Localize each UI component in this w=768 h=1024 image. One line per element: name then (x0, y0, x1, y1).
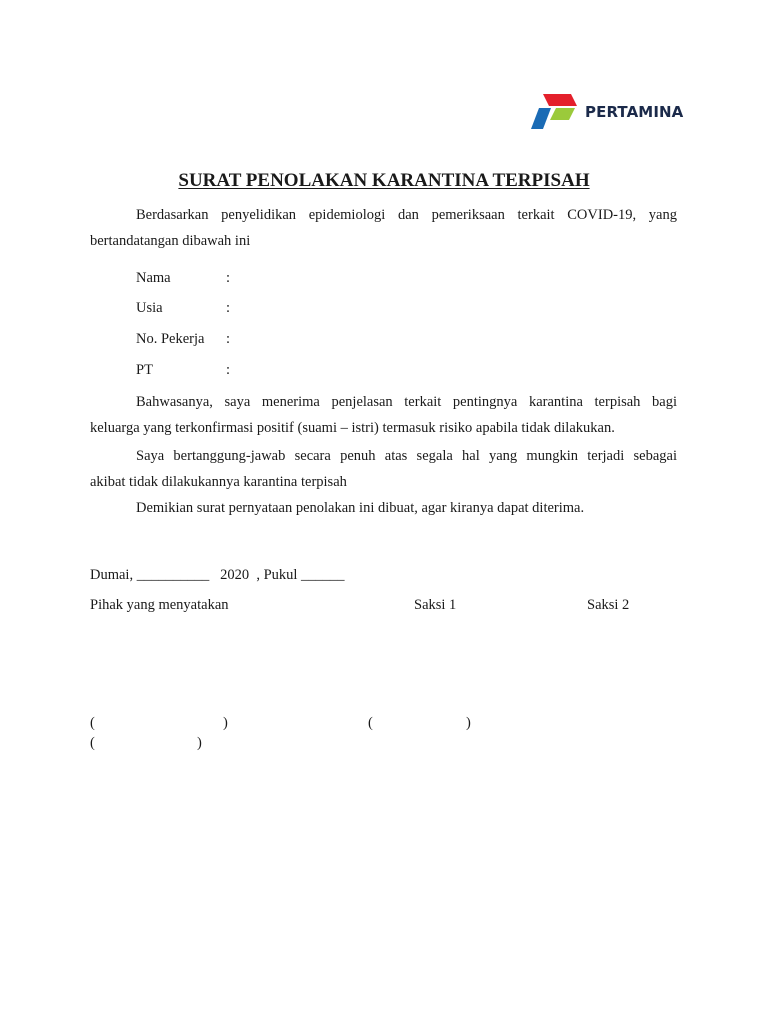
signature-bracket-open-saksi-1: ( (368, 715, 373, 731)
field-label-nama: Nama (136, 270, 171, 286)
field-colon-nama: : (226, 270, 231, 286)
field-colon-usia: : (226, 300, 231, 316)
field-label-usia: Usia (136, 300, 163, 316)
intro-paragraph (90, 202, 677, 254)
field-label-no-pekerja: No. Pekerja (136, 331, 205, 347)
pertamina-logo (530, 92, 684, 132)
pertamina-logo-icon (530, 92, 580, 132)
field-label-pt: PT (136, 362, 153, 378)
signature-bracket-close-saksi-1: ) (466, 715, 471, 731)
intro-line-2: bertandatangan dibawah ini (90, 233, 251, 249)
responsibility-paragraph (90, 443, 677, 495)
signature-label-saksi-1: Saksi 1 (414, 597, 457, 613)
statement-line-1: Bahwasanya, saya menerima penjelasan terkait pentingnya karantina terpisah bagi (136, 394, 677, 410)
closing-paragraph: Demikian surat pernyataan penolakan ini dibuat, agar kiranya dapat diterima. (136, 500, 585, 516)
signature-bracket-close-saksi-2: ) (197, 735, 202, 751)
date-line: Dumai, __________ 2020 , Pukul ______ (90, 567, 345, 583)
statement-line-2: keluarga yang terkonfirmasi positif (suami – istri) termasuk risiko apabila tidak dilakukan. (90, 420, 615, 436)
signature-label-pihak: Pihak yang menyatakan (90, 597, 229, 613)
field-colon-pt: : (226, 362, 231, 378)
intro-line-1: Berdasarkan penyelidikan epidemiologi dan pemeriksaan terkait COVID-19, yang (136, 207, 677, 223)
document-title: SURAT PENOLAKAN KARANTINA TERPISAH (178, 170, 590, 191)
signature-bracket-close-pihak: ) (223, 715, 228, 731)
signature-bracket-open-pihak: ( (90, 715, 95, 731)
logo-wordmark: PERTAMINA (585, 103, 684, 121)
statement-paragraph (90, 389, 677, 441)
responsibility-line-2: akibat tidak dilakukannya karantina terpisah (90, 474, 347, 490)
signature-label-saksi-2: Saksi 2 (587, 597, 630, 613)
responsibility-line-1: Saya bertanggung-jawab secara penuh atas segala hal yang mungkin terjadi sebagai (136, 448, 677, 464)
signature-bracket-open-saksi-2: ( (90, 735, 95, 751)
field-colon-no-pekerja: : (226, 331, 231, 347)
